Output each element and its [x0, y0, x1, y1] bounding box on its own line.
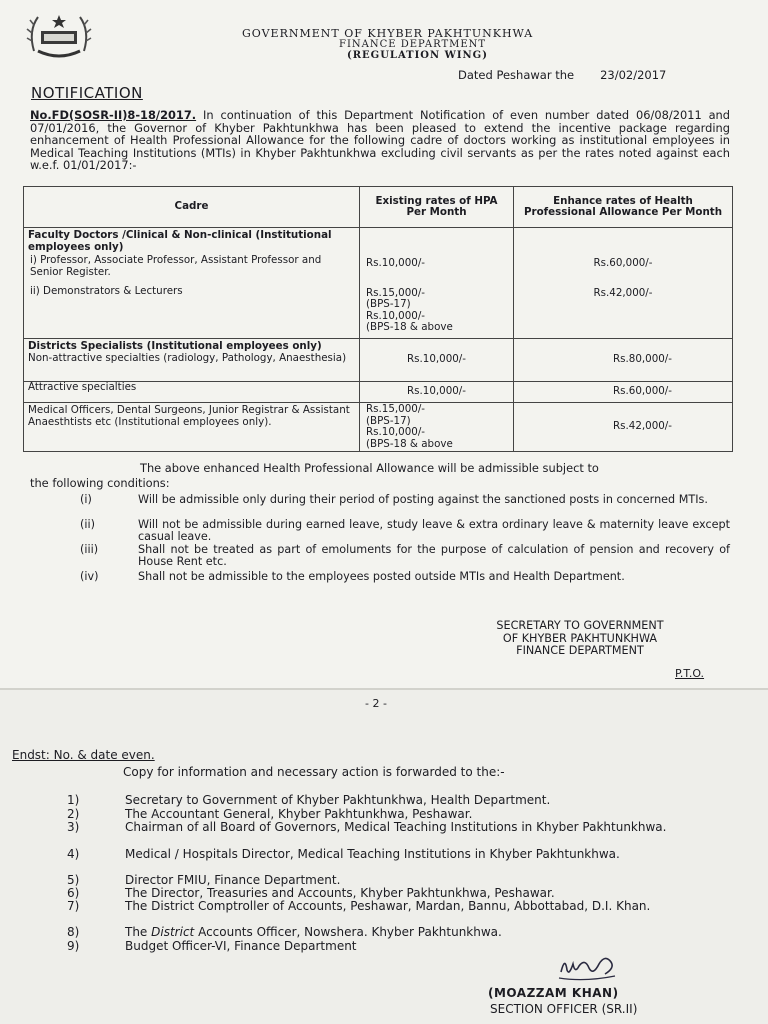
row-demonstrators-existing-a-note: (BPS-17): [366, 298, 411, 310]
recipient-text: Secretary to Government of Khyber Pakhtunkhwa, Health Department.: [125, 793, 551, 807]
table-row: [24, 403, 733, 452]
notification-date: 23/02/2017: [600, 68, 667, 82]
notification-ref: No.FD(SOSR-II)8-18/2017.: [30, 108, 197, 122]
row-nonattractive-cadre: Non-attractive specialties (radiology, Pathology, Anaesthesia): [28, 351, 347, 364]
row-attractive-existing: Rs.10,000/-: [406, 385, 466, 398]
condition-text: Shall not be admissible to the employees posted outside MTIs and Health Department.: [138, 570, 625, 583]
row-demonstrators-cadre: ii) Demonstrators & Lecturers: [30, 285, 183, 297]
recipient-number: 7): [67, 899, 80, 913]
row-medical-officers-existing-a: Rs.15,000/-: [366, 403, 426, 415]
dated-label: Dated Peshawar the: [458, 68, 575, 82]
secretary-line-1: SECRETARY TO GOVERNMENT: [496, 619, 664, 632]
condition-number: (i): [80, 493, 92, 506]
recipient-text: Medical / Hospitals Director, Medical Teaching Institutions in Khyber Pakhtunkhwa.: [125, 847, 620, 861]
handwritten-signature-icon: [555, 950, 625, 984]
header-enhanced: Enhance rates of Health Professional Allowance Per Month: [514, 187, 733, 228]
secretary-signature-block: [455, 620, 705, 658]
department-heading: FINANCE DEPARTMENT: [339, 39, 487, 50]
row-nonattractive-enhanced: Rs.80,000/-: [612, 353, 672, 366]
row-attractive-enhanced: Rs.60,000/-: [612, 385, 672, 398]
table-row: [24, 228, 733, 339]
pto-note: P.T.O.: [675, 667, 705, 680]
row-demonstrators-existing-b-note: (BPS-18 & above: [366, 321, 453, 333]
recipient-text: The Accountant General, Khyber Pakhtunkhwa, Peshawar.: [125, 807, 473, 821]
recipient-number: 6): [67, 886, 80, 900]
notification-text: In continuation of this Department Notification of even number dated 06/08/2011 and 07/01/2016, the Governor of Khyber Pakhtunkhwa has been pleased to extend the incentive package regarding enhancement of Health Professional Allowance for the following cadre of doctors working as institutional employees in Medical Teaching Institutions (MTIs) in Khyber Pakhtunkhwa excluding civil servants as per the rates noted against each w.e.f. 01/01/2017:-: [30, 108, 731, 173]
signatory-name: (MOAZZAM KHAN): [488, 986, 619, 1000]
row-medical-officers-existing-b: Rs.10,000/-: [366, 426, 426, 438]
conditions-lead: The above enhanced Health Professional Allowance will be admissible subject to: [140, 461, 599, 475]
row-demonstrators-existing-b: Rs.10,000/-: [366, 309, 426, 322]
recipient-text-emphasis: District: [151, 925, 195, 939]
government-heading: GOVERNMENT OF KHYBER PAKHTUNKHWA: [242, 27, 534, 40]
signatory-title: SECTION OFFICER (SR.II): [490, 1002, 638, 1016]
condition-text: Shall not be treated as part of emoluments for the purpose of calculation of pension and recovery of House Rent etc.: [138, 543, 730, 568]
recipient-number: 4): [67, 847, 80, 861]
recipient-text: [125, 926, 768, 939]
recipient-text: Chairman of all Board of Governors, Medical Teaching Institutions in Khyber Pakhtunkhwa.: [125, 820, 667, 834]
allowance-table: [23, 186, 733, 452]
header-cadre: Cadre: [24, 187, 360, 228]
recipient-text: Director FMIU, Finance Department.: [125, 873, 341, 887]
row-professors-existing: Rs.10,000/-: [366, 257, 426, 269]
condition-number: (iv): [80, 570, 99, 583]
recipient-number: 1): [67, 793, 80, 807]
row-professors-cadre: i) Professor, Associate Professor, Assistant Professor and Senior Register.: [30, 254, 322, 278]
row-professors-enhanced: Rs.60,000/-: [593, 257, 653, 269]
recipient-number: 3): [67, 820, 80, 834]
copy-forward-line: Copy for information and necessary action is forwarded to the:-: [123, 765, 505, 779]
secretary-line-2: OF KHYBER PAKHTUNKHWA: [502, 631, 658, 645]
row-attractive-cadre: Attractive specialties: [28, 381, 137, 393]
notification-body: [30, 109, 730, 172]
section-district-specialists: Districts Specialists (Institutional employees only): [28, 340, 322, 352]
recipient-number: 2): [67, 807, 80, 821]
row-medical-officers-existing-b-note: (BPS-18 & above: [366, 437, 453, 450]
condition-text: Will be admissible only during their period of posting against the sanctioned posts in concerned MTIs.: [138, 493, 708, 506]
wing-heading: (REGULATION WING): [347, 50, 488, 61]
condition-text: Will not be admissible during earned leave, study leave & extra ordinary leave & maternity leave except casual leave.: [138, 518, 730, 543]
dated-line: [458, 68, 666, 82]
row-medical-officers-cadre: Medical Officers, Dental Surgeons, Junior Registrar & Assistant Anaesthtists etc (Institutional employees only).: [28, 404, 350, 428]
endorsement-line: Endst: No. & date even.: [12, 748, 155, 762]
row-nonattractive-existing: Rs.10,000/-: [406, 353, 466, 366]
row-medical-officers-enhanced: Rs.42,000/-: [612, 420, 672, 433]
recipient-number: 5): [67, 873, 80, 887]
recipient-number: 8): [67, 925, 80, 939]
table-header-row: [24, 187, 733, 228]
table-row: [24, 382, 733, 403]
row-demonstrators-existing-a: Rs.15,000/-: [366, 286, 426, 299]
recipient-text: The District Comptroller of Accounts, Peshawar, Mardan, Bannu, Abbottabad, D.I. Khan.: [125, 899, 651, 913]
section-faculty-doctors: Faculty Doctors /Clinical & Non-clinical (Institutional employees only): [28, 229, 332, 253]
recipient-text: The Director, Treasuries and Accounts, Khyber Pakhtunkhwa, Peshawar.: [125, 886, 555, 900]
recipient-number: 9): [67, 939, 80, 953]
row-medical-officers-existing-a-note: (BPS-17): [366, 414, 411, 427]
header-existing: Existing rates of HPA Per Month: [360, 187, 514, 228]
notification-title: NOTIFICATION: [31, 84, 143, 102]
condition-number: (ii): [80, 518, 95, 531]
recipient-text: Budget Officer-VI, Finance Department: [125, 939, 357, 953]
recipient-text-pre: The: [125, 925, 152, 939]
row-demonstrators-enhanced: Rs.42,000/-: [593, 286, 653, 299]
table-row: [24, 339, 733, 382]
condition-number: (iii): [80, 543, 99, 556]
page-number: - 2 -: [365, 697, 387, 710]
conditions-lead-continued: the following conditions:: [30, 476, 170, 490]
government-emblem-icon: [24, 11, 94, 63]
recipient-text-post: Accounts Officer, Nowshera. Khyber Pakhtunkhwa.: [194, 925, 502, 939]
secretary-line-3: FINANCE DEPARTMENT: [516, 644, 644, 657]
